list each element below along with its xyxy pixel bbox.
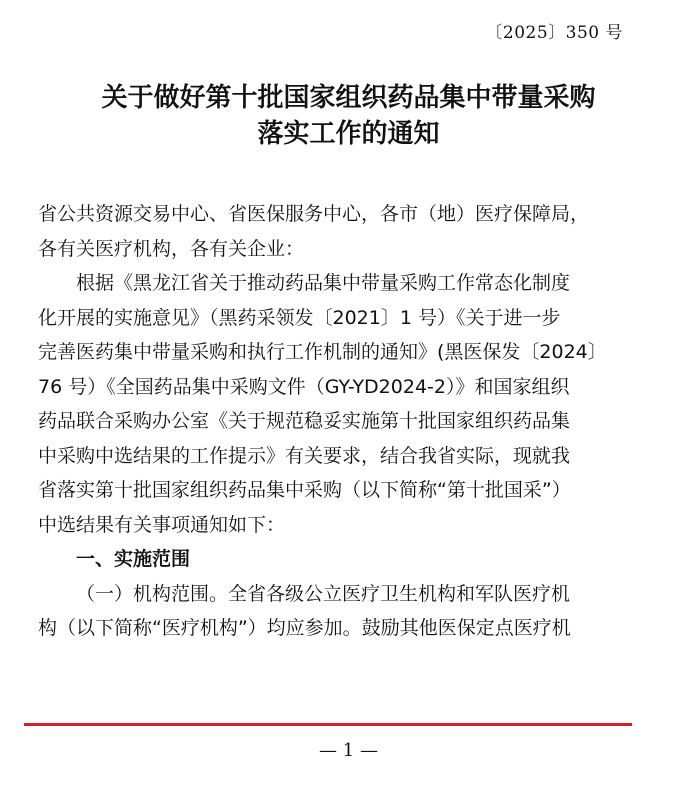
page-number: — 1 —	[319, 740, 378, 761]
paragraph-line: 中选结果有关事项通知如下：	[38, 513, 286, 536]
paragraph-line: 省落实第十批国家组织药品集中采购（以下简称“第十批国采”）	[38, 479, 571, 501]
paragraph-line: 药品联合采购办公室《关于规范稳妥实施第十批国家组织药品集	[38, 410, 571, 432]
document-title	[0, 80, 697, 152]
paragraph-line: 根据《黑龙江省关于推动药品集中带量采购工作常态化制度	[76, 272, 571, 294]
paragraph-line: 76 号）《全国药品集中采购文件（GY-YD2024-2）》和国家组织	[38, 375, 570, 398]
recipients-line: 省公共资源交易中心、省医保服务中心，各市（地）医疗保障局，	[38, 203, 590, 225]
paragraph-line: 中采购中选结果的工作提示》有关要求，结合我省实际，现就我	[38, 444, 571, 467]
paragraph-line: 化开展的实施意见》（黑药采领发〔2021〕1 号）《关于进一步	[38, 306, 561, 329]
paragraph-line: 完善医药集中带量采购和执行工作机制的通知》(黑医保发〔2024〕	[38, 341, 607, 363]
recipients-line: 各有关医疗机构，各有关企业：	[38, 237, 305, 260]
document-number: 〔2025〕350 号	[485, 23, 623, 43]
title-line-1: 关于做好第十批国家组织药品集中带量采购	[101, 83, 596, 113]
red-divider-line	[24, 723, 632, 726]
section-heading: 一、实施范围	[76, 548, 191, 570]
title-line-2: 落实工作的通知	[257, 119, 440, 149]
paragraph-line: （一）机构范围。全省各级公立医疗卫生机构和军队医疗机	[76, 582, 571, 605]
paragraph-line: 构（以下简称“医疗机构”）均应参加。鼓励其他医保定点医疗机	[38, 617, 571, 639]
document-body	[38, 197, 648, 646]
